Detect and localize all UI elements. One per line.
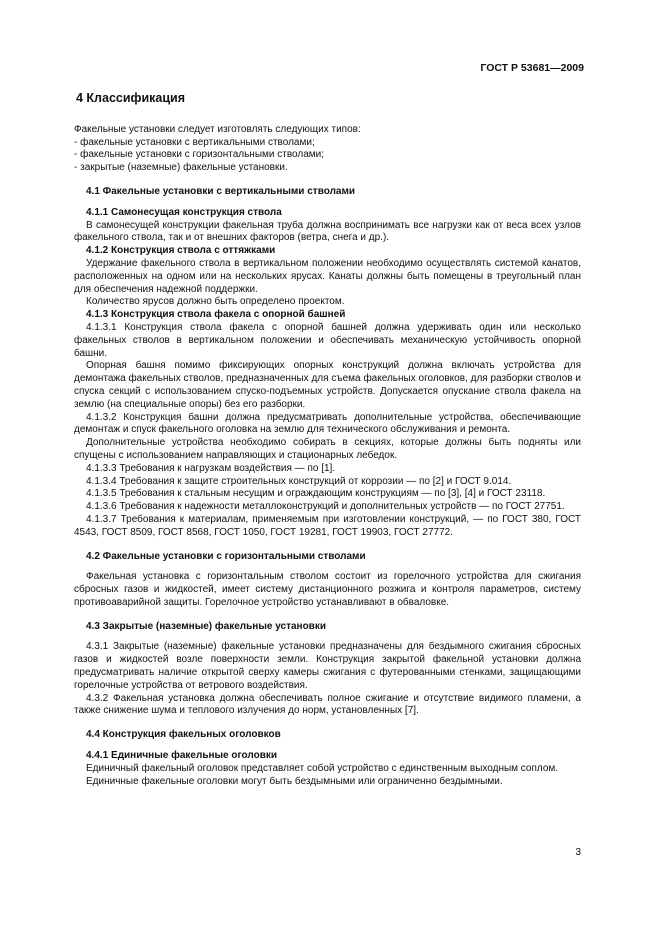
paragraph: Единичные факельные оголовки могут быть бездымными или ограниченно бездымными. xyxy=(86,775,503,787)
section-4-1-title: 4.1 Факельные установки с вертикальными стволами xyxy=(86,185,356,197)
paragraph: В самонесущей конструкции факельная труба должна воспринимать все нагрузки как от веса всех узлов факельного ствола, так и от внешних факторов (ветра, снега и др.). xyxy=(74,219,581,244)
page-content xyxy=(74,92,581,788)
paragraph: 4.1.3.5 Требования к стальным несущим и ограждающим конструкциям — по [3], [4] и ГОСТ 23118. xyxy=(86,488,546,500)
section-4-2-title: 4.2 Факельные установки с горизонтальными стволами xyxy=(86,550,366,562)
section-4-1-2-title: 4.1.2 Конструкция ствола с оттяжками xyxy=(86,245,276,257)
paragraph: Факельная установка с горизонтальным стволом состоит из горелочного устройства для сжигания сбросных газов и жидкостей, имеет систему дистанционного розжига и контроля параметров, систему противоаварийной защиты. Горелочное устройство устанавливают в обваловке. xyxy=(74,571,581,608)
standard-number: ГОСТ Р 53681—2009 xyxy=(480,62,584,74)
section-4-4-title: 4.4 Конструкция факельных оголовков xyxy=(86,729,281,741)
page-number: 3 xyxy=(575,847,581,858)
paragraph: 4.1.3.2 Конструкция башни должна предусматривать дополнительные устройства, обеспечивающие демонтаж и спуск факельного оголовка на землю для технического обслуживания и ремонта. xyxy=(74,411,581,436)
paragraph: 4.1.3.1 Конструкция ствола факела с опорной башней должна удерживать один или несколько факельных стволов в вертикальном положении и обеспечивать механическую устойчивость опорной башни. xyxy=(74,321,581,359)
paragraph: Количество ярусов должно быть определено проектом. xyxy=(86,296,345,308)
paragraph: 4.1.3.4 Требования к защите строительных конструкций от коррозии — по [2] и ГОСТ 9.014. xyxy=(86,475,512,487)
paragraph: 4.3.2 Факельная установка должна обеспечивать полное сжигание и отсутствие видимого пламени, а также снижение шума и теплового излучения до норм, установленных [7]. xyxy=(74,692,581,717)
paragraph: 4.1.3.3 Требования к нагрузкам воздействия — по [1]. xyxy=(86,462,336,474)
section-4-3-title: 4.3 Закрытые (наземные) факельные установки xyxy=(86,620,326,632)
list-item: - закрытые (наземные) факельные установки. xyxy=(74,162,288,174)
paragraph: 4.1.3.6 Требования к надежности металлоконструкций и дополнительных устройств — по ГОСТ 27751. xyxy=(86,501,565,513)
section-4-1-1-title: 4.1.1 Самонесущая конструкция ствола xyxy=(86,206,282,218)
section-4-4-1-title: 4.4.1 Единичные факельные оголовки xyxy=(86,750,278,762)
paragraph: 4.3.1 Закрытые (наземные) факельные установки предназначены для бездымного сжигания сбросных газов и жидкостей возле поверхности земли. Конструкция закрытой факельной установки должна предусматривать наличие открытой сверху камеры сжигания с футерованными стенками, защищающими горелочные устройства от ветрового воздействия. xyxy=(74,641,581,691)
list-item: - факельные установки с горизонтальными стволами; xyxy=(74,149,325,161)
paragraph: Дополнительные устройства необходимо собирать в секциях, которые должны быть подняты или спущены с использованием направляющих и стационарных лебедок. xyxy=(74,437,581,461)
section-4-title: 4 Классификация xyxy=(76,91,186,105)
paragraph: 4.1.3.7 Требования к материалам, применяемым при изготовлении конструкций, — по ГОСТ 380, ГОСТ 4543, ГОСТ 8509, ГОСТ 8568, ГОСТ 1050, ГОСТ 19281, ГОСТ 19903, ГОСТ 27772. xyxy=(74,513,581,538)
section-4-1-3-title: 4.1.3 Конструкция ствола факела с опорной башней xyxy=(86,309,346,321)
paragraph: Опорная башня помимо фиксирующих опорных конструкций должна включать устройства для демонтажа факельных стволов, предназначенных для съема факельных оголовков, для разборки стволов и спуска секций с использованием спуско-подъемных устройств. Допускается опускание ствола факела на землю (на специальные опоры) без его разборки. xyxy=(74,360,581,410)
paragraph: Удержание факельного ствола в вертикальном положении необходимо осуществлять системой канатов, расположенных на одном или на нескольких ярусах. Канаты должны быть помещены в треугольный план для обеспечения надежной поддержки. xyxy=(74,257,581,295)
section-4-intro: Факельные установки следует изготовлять следующих типов: xyxy=(74,123,361,135)
paragraph: Единичный факельный оголовок представляет собой устройство с единственным выходным соплом. xyxy=(86,762,559,774)
list-item: - факельные установки с вертикальными стволами; xyxy=(74,136,315,148)
